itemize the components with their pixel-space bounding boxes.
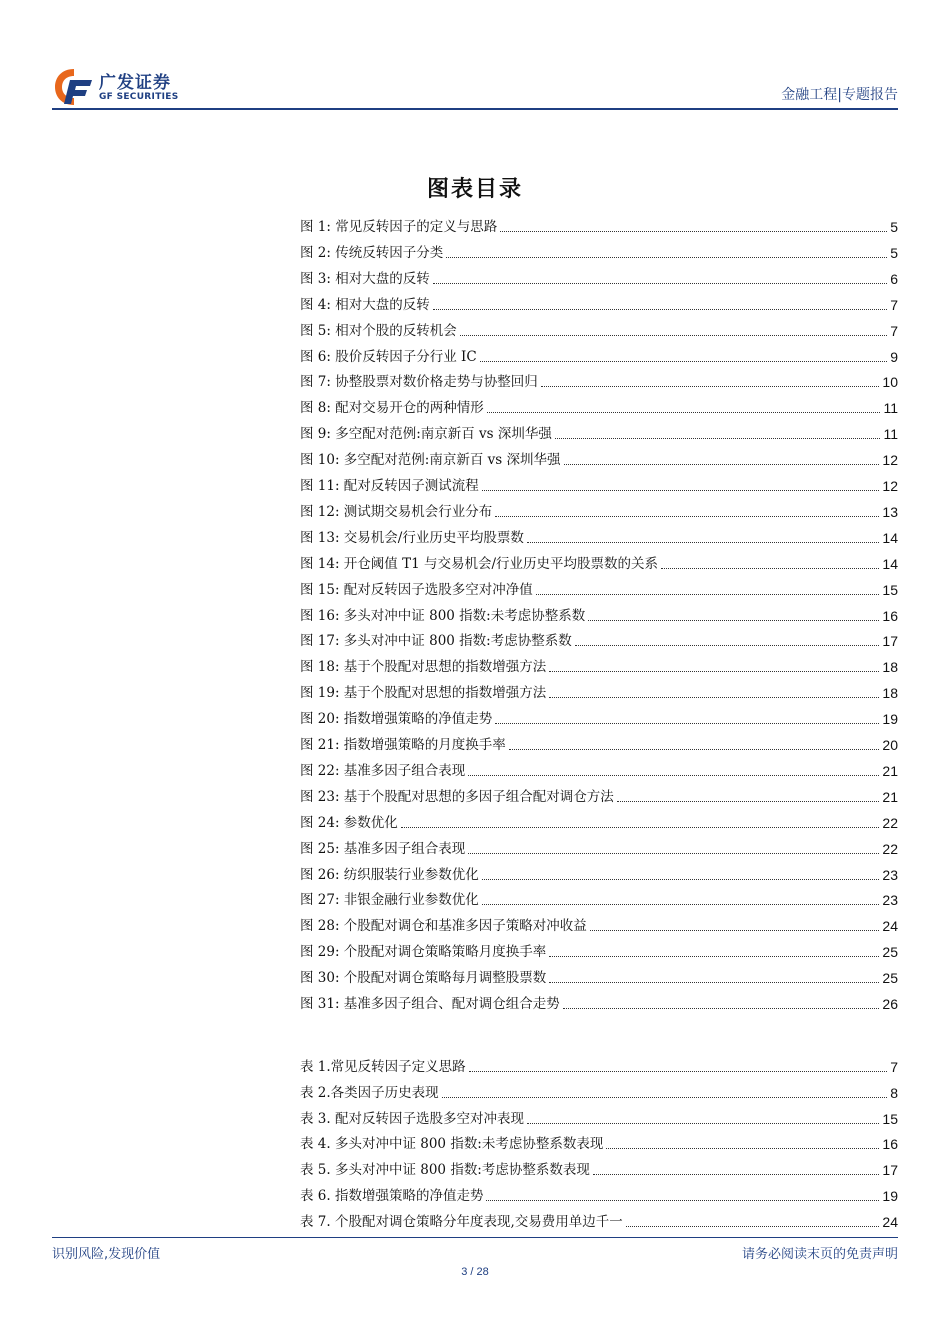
toc-entry-label: 图 7: 协整股票对数价格走势与协整回归 [300,374,538,391]
toc-entry-page: 24 [882,1213,898,1230]
toc-entry-label: 图 17: 多头对冲中证 800 指数:考虑协整系数 [300,633,572,650]
toc-dot-leader [500,231,887,232]
toc-dot-leader [487,412,881,413]
page-header [52,62,898,108]
toc-entry-label: 图 2: 传统反转因子分类 [300,244,444,261]
toc-entry[interactable] [300,1054,898,1076]
toc-entry-page: 21 [882,788,898,805]
toc-entry-page: 13 [882,503,898,520]
toc-entry[interactable] [300,214,898,236]
toc-entry-label: 表 6. 指数增强策略的净值走势 [300,1188,484,1204]
toc-entry[interactable] [300,369,898,391]
toc-dot-leader [482,904,880,905]
toc-entry-label: 图 11: 配对反转因子测试流程 [300,478,479,494]
toc-entry[interactable] [300,473,898,495]
toc-entry-page: 7 [890,322,898,339]
toc-entry-page: 12 [882,478,898,494]
toc-entry[interactable] [300,318,898,340]
toc-entry-label: 图 26: 纺织服装行业参数优化 [300,866,479,883]
toc-dot-leader [401,827,880,828]
toc-entry-page: 15 [882,581,898,598]
toc-entry-label: 图 4: 相对大盘的反转 [300,296,430,313]
toc-entry-page: 11 [883,400,898,417]
toc-entry-page: 12 [882,452,898,469]
toc-entry-page: 26 [882,996,898,1012]
logo-english-name: GF SECURITIES [99,92,179,102]
toc-entry-label: 表 4. 多头对冲中证 800 指数:未考虑协整系数表现 [300,1136,604,1153]
toc-entry-page: 20 [882,737,898,753]
toc-entry[interactable] [300,577,898,599]
toc-entry-page: 5 [890,244,898,261]
toc-entry-label: 图 8: 配对交易开仓的两种情形 [300,400,484,417]
toc-entry-page: 22 [882,814,898,831]
toc-entry-page: 11 [883,426,898,443]
toc-entry-label: 图 27: 非银金融行业参数优化 [300,892,479,909]
toc-entry-page: 19 [882,711,898,728]
page-number: 3 / 28 [461,1266,489,1278]
toc-entry-label: 图 1: 常见反转因子的定义与思路 [300,219,498,235]
toc-entry-page: 9 [890,348,898,365]
toc-dot-leader [509,749,880,750]
toc-entry[interactable] [300,1209,898,1231]
toc-dot-leader [480,361,888,362]
toc-dot-leader [564,464,880,465]
toc-entry-label: 图 16: 多头对冲中证 800 指数:未考虑协整系数 [300,607,586,624]
toc-entry-label: 图 30: 个股配对调仓策略每月调整股票数 [300,970,547,987]
toc-dot-leader [661,568,879,569]
toc-entry-label: 图 6: 股价反转因子分行业 IC [300,348,477,365]
toc-entry-page: 25 [882,944,898,961]
toc-entry[interactable] [300,628,898,650]
toc-dot-leader [626,1226,880,1227]
toc-entry-label: 图 15: 配对反转因子选股多空对冲净值 [300,581,533,598]
toc-dot-leader [446,257,887,258]
toc-entry[interactable] [300,1157,898,1179]
toc-entry-page: 15 [882,1110,898,1127]
toc-entry-page: 17 [882,1162,898,1179]
toc-entry-label: 图 25: 基准多因子组合表现 [300,840,466,857]
toc-entry-page: 23 [882,866,898,883]
toc-entry[interactable] [300,991,898,1013]
toc-dot-leader [541,386,880,387]
company-logo [52,66,212,108]
toc-entry-label: 图 24: 参数优化 [300,814,398,831]
toc-entry-page: 24 [882,918,898,935]
toc-entry[interactable] [300,1080,898,1102]
toc-entry-page: 14 [882,529,898,546]
report-category: 金融工程|专题报告 [781,87,898,103]
toc-entry-label: 图 31: 基准多因子组合、配对调仓组合走势 [300,996,560,1012]
toc-entry-label: 图 23: 基于个股配对思想的多因子组合配对调仓方法 [300,788,614,805]
toc-dot-leader [593,1174,880,1175]
toc-entry-page: 16 [882,1136,898,1153]
toc-entry-label: 图 14: 开仓阈值 T1 与交易机会/行业历史平均股票数的关系 [300,555,659,572]
toc-entry[interactable] [300,551,898,573]
toc-entry[interactable] [300,862,898,884]
toc-entry-page: 16 [882,607,898,624]
logo-chinese-name: 广发证券 [99,73,171,93]
toc-dot-leader [433,309,887,310]
toc-entry-page: 10 [882,374,898,391]
toc-entry-label: 图 19: 基于个股配对思想的指数增强方法 [300,685,547,702]
toc-entry[interactable] [300,784,898,806]
figure-list [300,214,898,1017]
toc-dot-leader [433,283,887,284]
toc-entry-label: 图 29: 个股配对调仓策略策略月度换手率 [300,944,547,961]
toc-entry-label: 图 20: 指数增强策略的净值走势 [300,711,493,728]
toc-dot-leader [606,1148,879,1149]
toc-entry-label: 表 5. 多头对冲中证 800 指数:考虑协整系数表现 [300,1162,590,1179]
toc-entry-label: 图 13: 交易机会/行业历史平均股票数 [300,529,524,546]
page-title: 图表目录 [426,176,523,202]
toc-entry[interactable] [300,654,898,676]
toc-entry[interactable] [300,292,898,314]
toc-dot-leader [549,956,879,957]
toc-dot-leader [563,1008,880,1009]
toc-entry[interactable] [300,395,898,417]
toc-entry[interactable] [300,421,898,443]
toc-entry[interactable] [300,706,898,728]
toc-dot-leader [442,1097,888,1098]
toc-entry[interactable] [300,836,898,858]
toc-entry-page: 7 [890,296,898,313]
toc-dot-leader [469,1071,888,1072]
toc-entry-page: 7 [890,1059,898,1075]
toc-dot-leader [527,1123,879,1124]
gf-logo-icon [52,66,96,108]
toc-entry-page: 17 [882,633,898,650]
toc-entry[interactable] [300,240,898,262]
toc-entry-label: 图 21: 指数增强策略的月度换手率 [300,737,506,753]
toc-entry-label: 表 3. 配对反转因子选股多空对冲表现 [300,1110,524,1127]
toc-entry[interactable] [300,939,898,961]
toc-dot-leader [486,1200,879,1201]
footer-divider [52,1237,898,1238]
toc-dot-leader [536,594,880,595]
toc-entry[interactable] [300,499,898,521]
toc-entry-page: 18 [882,659,898,676]
footer-disclaimer-note: 请务必阅读末页的免责声明 [741,1247,898,1262]
toc-entry[interactable] [300,344,898,366]
toc-dot-leader [468,853,879,854]
toc-dot-leader [549,697,879,698]
toc-entry-page: 19 [882,1188,898,1204]
toc-dot-leader [495,516,879,517]
toc-entry-label: 图 10: 多空配对范例:南京新百 vs 深圳华强 [300,452,561,469]
toc-entry[interactable] [300,447,898,469]
toc-dot-leader [482,879,880,880]
toc-entry-label: 表 7. 个股配对调仓策略分年度表现,交易费用单边千一 [300,1213,623,1230]
toc-entry-label: 图 12: 测试期交易机会行业分布 [300,503,493,520]
toc-entry-label: 图 5: 相对个股的反转机会 [300,322,457,339]
toc-entry[interactable] [300,603,898,625]
toc-dot-leader [527,542,880,543]
toc-entry[interactable] [300,1131,898,1153]
toc-entry[interactable] [300,758,898,780]
toc-dot-leader [575,645,880,646]
toc-entry[interactable] [300,525,898,547]
toc-dot-leader [495,723,879,724]
toc-entry[interactable] [300,965,898,987]
toc-entry-page: 14 [882,555,898,572]
table-list [300,1054,898,1235]
toc-entry-page: 22 [882,840,898,857]
toc-entry[interactable] [300,1106,898,1128]
toc-entry-page: 6 [890,270,898,287]
toc-entry[interactable] [300,1183,898,1205]
toc-entry[interactable] [300,913,898,935]
toc-dot-leader [468,775,879,776]
toc-entry-page: 23 [882,892,898,909]
toc-entry[interactable] [300,266,898,288]
footer-slogan: 识别风险,发现价值 [52,1247,161,1262]
toc-dot-leader [549,671,879,672]
toc-entry-label: 图 9: 多空配对范例:南京新百 vs 深圳华强 [300,426,552,443]
toc-entry[interactable] [300,680,898,702]
toc-dot-leader [617,801,880,802]
toc-entry[interactable] [300,887,898,909]
toc-entry-label: 表 2.各类因子历史表现 [300,1084,439,1101]
toc-entry-label: 图 28: 个股配对调仓和基准多因子策略对冲收益 [300,918,587,935]
toc-dot-leader [590,930,880,931]
toc-entry-label: 图 22: 基准多因子组合表现 [300,762,466,779]
toc-entry-page: 18 [882,685,898,702]
toc-dot-leader [555,438,881,439]
toc-entry-page: 21 [882,762,898,779]
toc-entry-label: 图 3: 相对大盘的反转 [300,270,430,287]
toc-entry-label: 图 18: 基于个股配对思想的指数增强方法 [300,659,547,676]
toc-entry-label: 表 1.常见反转因子定义思路 [300,1059,466,1075]
toc-entry[interactable] [300,732,898,754]
toc-dot-leader [460,335,887,336]
toc-entry-page: 25 [882,970,898,987]
toc-dot-leader [482,490,880,491]
toc-dot-leader [549,982,879,983]
toc-entry-page: 5 [890,219,898,235]
toc-entry-page: 8 [890,1084,898,1101]
toc-entry[interactable] [300,810,898,832]
toc-dot-leader [588,620,879,621]
header-divider [52,108,898,110]
